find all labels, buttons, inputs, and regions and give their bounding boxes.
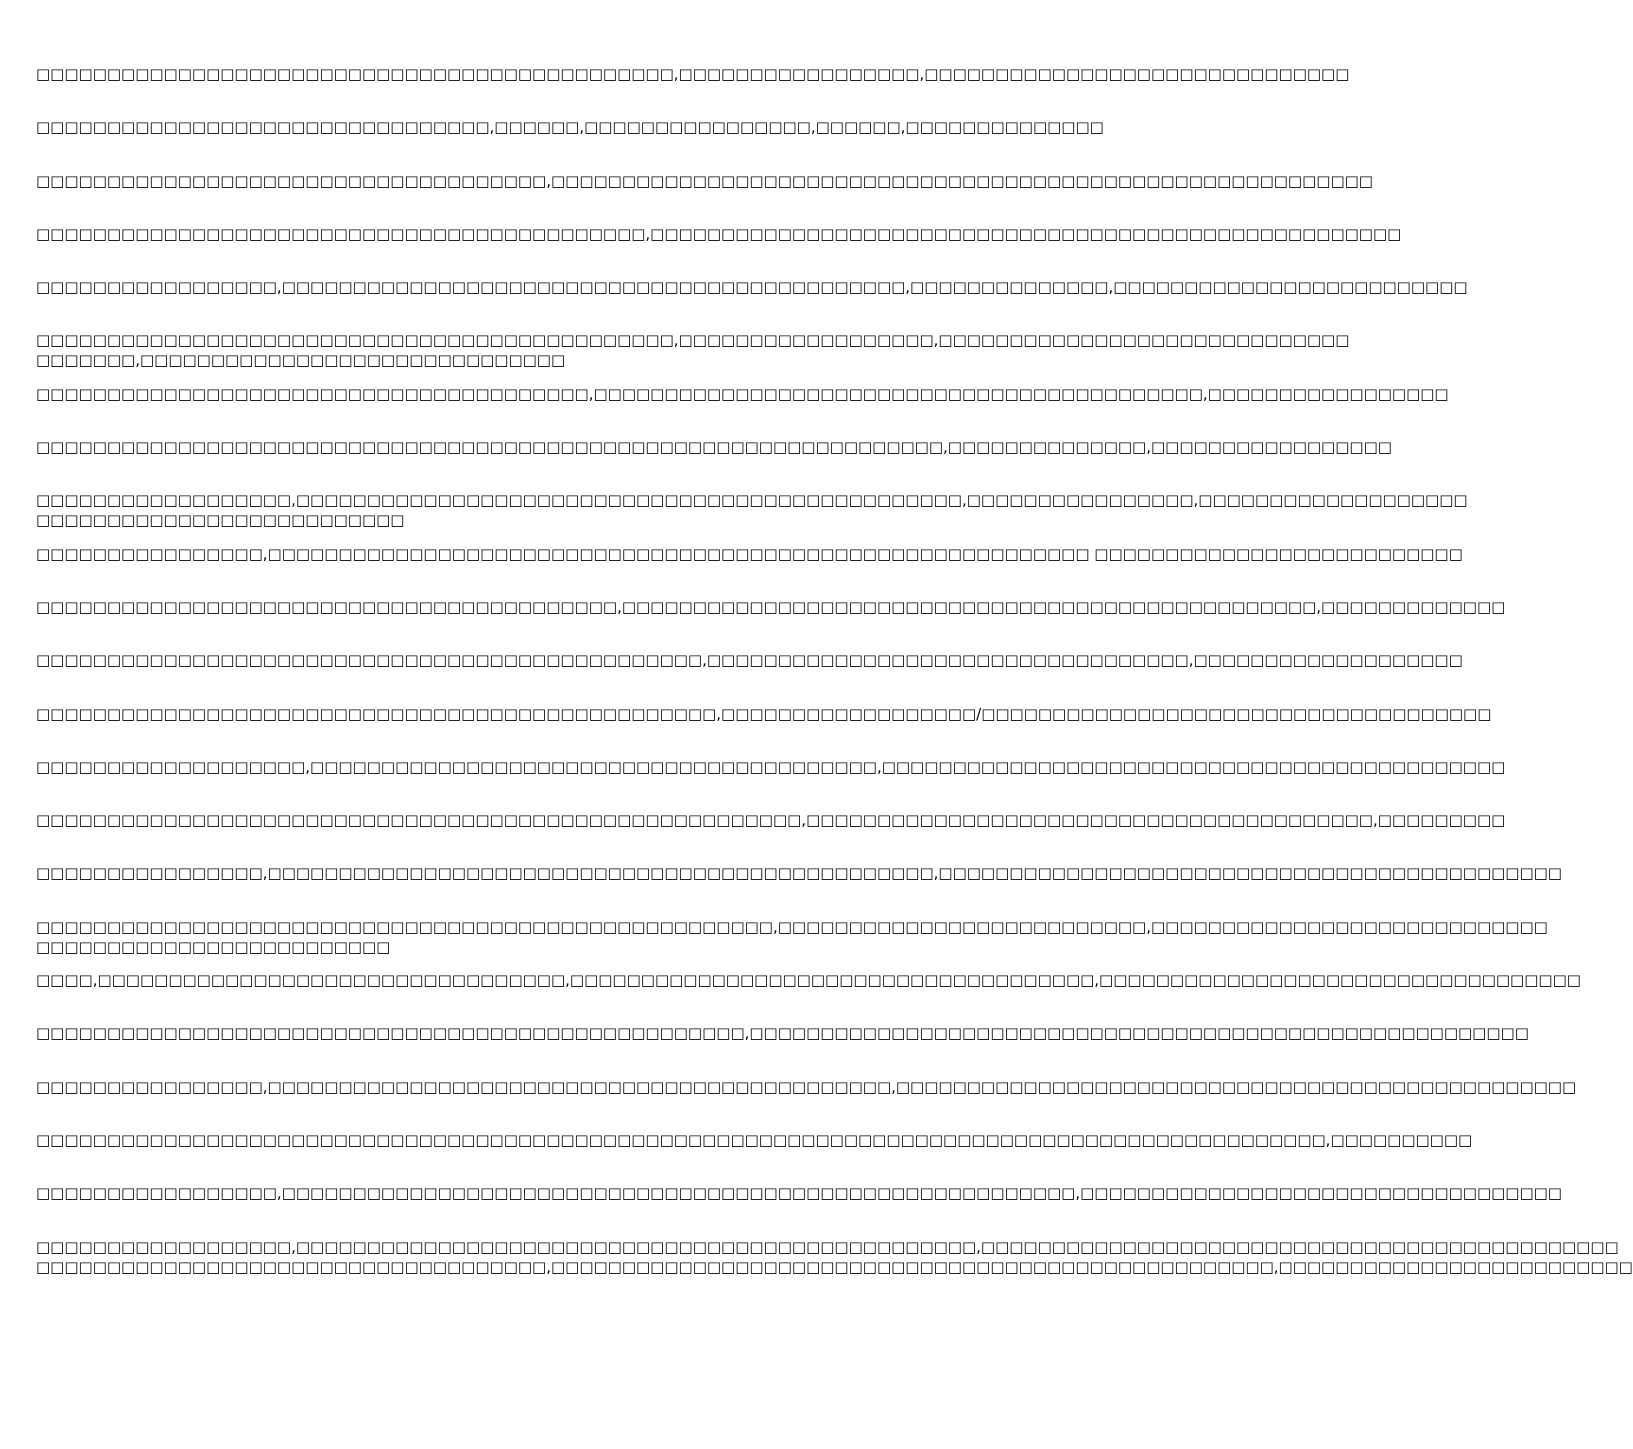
paragraph-line: □□□□,□□□□□□□□□□□□□□□□□□□□□□□□□□□□□□□□□,□□□□□□□□□□□□□□□□□□□□□□□□□□□□□□□□□□□□□,□□□□□□□□□□□□□□□□□□□□□□□□□□□□□□□□□□ [36, 971, 1581, 990]
text-paragraph [36, 1023, 1529, 1043]
paragraph-line: □□□□□□□□□□□□□□□□□,□□□□□□□□□□□□□□□□□□□□□□□□□□□□□□□□□□□□□□□□□□□□,□□□□□□□□□□□□□□,□□□□□□□□□□□□□□□□□□□□□□□□□ [36, 278, 1468, 297]
text-paragraph [36, 437, 1392, 457]
paragraph-line: □□□□□□□□□□□□□□□□□□□□□□□□□ [36, 937, 391, 956]
text-paragraph [36, 64, 1350, 84]
paragraph-line: □□□□□□□□□□□□□□□□□□□□□□□□□□□□□□□□□□□□□□□□□□□□□□□□□□□□□□□□□□□□□□□□□□□□□□□□□□□□□□□□□□□□□□□□□□□,□□□□□□□□□□ [36, 1130, 1473, 1149]
paragraph-line: □□□□□□□□□□□□□□□□,□□□□□□□□□□□□□□□□□□□□□□□□□□□□□□□□□□□□□□□□□□□□□□□□□□□□□□□□□□ □□□□□□□□□□□□□□□□□□□□□□□□□□ [36, 544, 1463, 563]
text-paragraph [36, 1183, 1562, 1203]
text-paragraph [36, 117, 1104, 137]
paragraph-line: □□□□□□□□□□□□□□□□□□□□□□□□□□□□□□□□□□□□□□□□□□□□□□□□□□□□,□□□□□□□□□□□□□□□□□□□□□□□□□□,□□□□□□□□□□□□□□□□□□□□□□□□□□□□ [36, 917, 1548, 936]
paragraph-line: □□□□□□□□□□□□□□□□□□,□□□□□□□□□□□□□□□□□□□□□□□□□□□□□□□□□□□□□□□□□□□□□□□,□□□□□□□□□□□□□□□□,□□□□□□□□□□□□□□□□□□□ [36, 491, 1468, 510]
text-paragraph [36, 810, 1506, 830]
text-paragraph [36, 384, 1449, 404]
paragraph-line: □□□□□□□□□□□□□□□□□□□,□□□□□□□□□□□□□□□□□□□□□□□□□□□□□□□□□□□□□□□□,□□□□□□□□□□□□□□□□□□□□□□□□□□□□□□□□□□□□□□□□□□□□ [36, 757, 1506, 776]
text-paragraph [36, 597, 1506, 617]
paragraph-line: □□□□□□□□□□□□□□□□□□□□□□□□□□□□□□□□□□□□□□□□□□□□□□□□□□,□□□□□□□□□□□□□□□□□□□□□□□□□□□□□□□□□□□□□□□□□□□□□□□□□□□□□□□ [36, 1024, 1529, 1043]
text-paragraph [36, 704, 1492, 724]
paragraph-line: □□□□□□□□□□□□□□□□□□□□□□□□□□□□□□□□□□□□□□□□□□□□□□□,□□□□□□□□□□□□□□□□□□□□□□□□□□□□□□□□□□,□□□□□□□□□□□□□□□□□□□ [36, 651, 1463, 670]
paragraph-line: □□□□□□□□□□□□□□□□□□□□□□□□□□□□□□□□,□□□□□□,□□□□□□□□□□□□□□□□,□□□□□□,□□□□□□□□□□□□□□ [36, 118, 1104, 137]
text-paragraph [36, 171, 1373, 191]
paragraph-line: □□□□□□□□□□□□□□□□□□□□□□□□□□□□□□□□□□□□□□□,□□□□□□□□□□□□□□□□□□□□□□□□□□□□□□□□□□□□□□□□□□□,□□□□□□□□□□□□□□□□□ [36, 384, 1449, 403]
paragraph-line: □□□□□□□□□□□□□□□□□□□□□□□□□□□□□□□□□□□□□□□□□□□,□□□□□□□□□□□□□□□□□□□□□□□□□□□□□□□□□□□□□□□□□□□□□□□□□□□□□ [36, 224, 1402, 243]
paragraph-line: □□□□□□□□□□□□□□□□□□□□□□□□□□□□□□□□□□□□□□□□□□□□□,□□□□□□□□□□□□□□□□□,□□□□□□□□□□□□□□□□□□□□□□□□□□□□□□ [36, 65, 1350, 83]
paragraph-line: □□□□□□□□□□□□□□□□□□□□□□□□□□ [36, 511, 405, 530]
document-page [36, 64, 1633, 1290]
text-paragraph [36, 544, 1463, 564]
paragraph-line: □□□□□□□□□□□□□□□□□□□□□□□□□□□□□□□□□□□□□□□□□□□□□□□□□□□□□□,□□□□□□□□□□□□□□□□□□□□□□□□□□□□□□□□□□□□□□□□,□□□□□□□□□ [36, 811, 1506, 830]
paragraph-line: □□□□□□□□□□□□□□□□,□□□□□□□□□□□□□□□□□□□□□□□□□□□□□□□□□□□□□□□□□□□□□□□,□□□□□□□□□□□□□□□□□□□□□□□□□□□□□□□□□□□□□□□□□□□□ [36, 864, 1562, 883]
paragraph-line: □□□□□□□,□□□□□□□□□□□□□□□□□□□□□□□□□□□□□□ [36, 351, 566, 370]
text-paragraph [36, 1237, 1633, 1277]
text-paragraph [36, 917, 1548, 957]
paragraph-line: □□□□□□□□□□□□□□□□□□□□□□□□□□□□□□□□□□□□,□□□□□□□□□□□□□□□□□□□□□□□□□□□□□□□□□□□□□□□□□□□□□□□□□□□,□□□□□□□□□□□□□□□□□□□□□□□□□ [36, 1257, 1633, 1276]
paragraph-line: □□□□□□□□□□□□□□□□□□□□□□□□□□□□□□□□□□□□□□□□□,□□□□□□□□□□□□□□□□□□□□□□□□□□□□□□□□□□□□□□□□□□□□□□□□□,□□□□□□□□□□□□□ [36, 597, 1506, 616]
paragraph-line: □□□□□□□□□□□□□□□□□□□□□□□□□□□□□□□□□□□□□□□□□□□□□,□□□□□□□□□□□□□□□□□□,□□□□□□□□□□□□□□□□□□□□□□□□□□□□□ [36, 331, 1350, 350]
text-paragraph [36, 757, 1506, 777]
text-paragraph [36, 970, 1581, 990]
paragraph-line: □□□□□□□□□□□□□□□□□,□□□□□□□□□□□□□□□□□□□□□□□□□□□□□□□□□□□□□□□□□□□□□□□□□□□□□□□□,□□□□□□□□□□□□□□□□□□□□□□□□□□□□□□□□□□ [36, 1184, 1562, 1203]
text-paragraph [36, 277, 1468, 297]
paragraph-line: □□□□□□□□□□□□□□□□□□□□□□□□□□□□□□□□□□□□□□□□□□□□□□□□,□□□□□□□□□□□□□□□□□□/□□□□□□□□□□□□□□□□□□□□□□□□□□□□□□□□□□□□ [36, 704, 1492, 723]
text-paragraph [36, 863, 1562, 883]
paragraph-line: □□□□□□□□□□□□□□□□□□,□□□□□□□□□□□□□□□□□□□□□□□□□□□□□□□□□□□□□□□□□□□□□□□□,□□□□□□□□□□□□□□□□□□□□□□□□□□□□□□□□□□□□□□□□□□□□□ [36, 1237, 1619, 1256]
text-paragraph [36, 650, 1463, 670]
text-paragraph [36, 1077, 1577, 1097]
paragraph-line: □□□□□□□□□□□□□□□□□□□□□□□□□□□□□□□□□□□□,□□□□□□□□□□□□□□□□□□□□□□□□□□□□□□□□□□□□□□□□□□□□□□□□□□□□□□□□□□ [36, 171, 1373, 190]
paragraph-line: □□□□□□□□□□□□□□□□,□□□□□□□□□□□□□□□□□□□□□□□□□□□□□□□□□□□□□□□□□□□□,□□□□□□□□□□□□□□□□□□□□□□□□□□□□□□□□□□□□□□□□□□□□□□□□ [36, 1077, 1577, 1096]
text-paragraph [36, 490, 1468, 530]
paragraph-line: □□□□□□□□□□□□□□□□□□□□□□□□□□□□□□□□□□□□□□□□□□□□□□□□□□□□□□□□□□□□□□□□,□□□□□□□□□□□□□□,□□□□□□□□□□□□□□□□□ [36, 438, 1392, 457]
text-paragraph [36, 330, 1350, 370]
text-paragraph [36, 224, 1402, 244]
text-paragraph [36, 1130, 1473, 1150]
